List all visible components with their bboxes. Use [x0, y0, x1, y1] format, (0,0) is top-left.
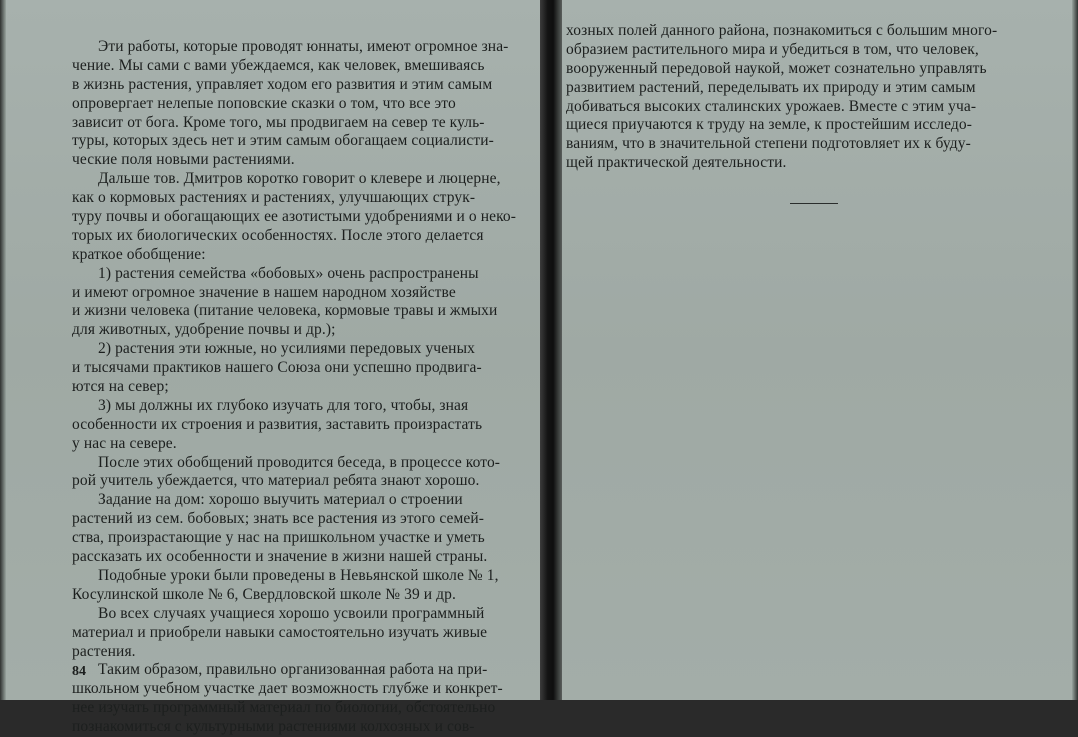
text-line: образием растительного мира и убедиться в том, что человек,	[566, 40, 979, 58]
text-line: После этих обобщений проводится беседа, в процессе кото-	[98, 453, 501, 471]
text-line: туру почвы и обогащающих ее азотистыми удобрениями и о неко-	[72, 208, 517, 226]
text-line: 1) растения семейства «бобовых» очень распространены	[98, 264, 479, 282]
text-line: и жизни человека (питание человека, кормовые травы и жмыхи	[72, 302, 498, 320]
text-line: рой учитель убеждается, что материал ребята знают хорошо.	[72, 472, 480, 490]
text-line: чение. Мы сами с вами убеждаемся, как человек, вмешиваясь	[72, 56, 485, 74]
text-line: Косулинской школе № 6, Свердловской школе № 39 и др.	[72, 585, 456, 603]
text-line: особенности их строения и развития, заставить произрастать	[72, 415, 483, 433]
text-line: материал и приобрели навыки самостоятельно изучать живые	[72, 623, 488, 641]
text-line: туры, которых здесь нет и этим самым обогащаем социалисти-	[72, 132, 494, 150]
text-line: растения.	[72, 642, 136, 660]
text-line: школьном учебном участке дает возможность глубже и конкрет-	[72, 680, 503, 698]
book-gutter	[540, 0, 562, 700]
left-page-edge	[0, 0, 6, 700]
text-line: и тысячами практиков нашего Союза они успешно продвига-	[72, 359, 482, 377]
text-line: ческие поля новыми растениями.	[72, 151, 295, 169]
text-line: Дальше тов. Дмитров коротко говорит о клевере и люцерне,	[98, 170, 501, 188]
text-line: Задание на дом: хорошо выучить материал о строении	[98, 491, 463, 509]
text-line: торых их биологических особенностях. После этого делается	[72, 226, 484, 244]
text-line: Подобные уроки были проведены в Невьянской школе № 1,	[98, 566, 499, 584]
text-line: развитием растений, переделывать их природу и этим самым	[566, 78, 976, 96]
text-line: краткое обобщение:	[72, 245, 206, 263]
section-end-rule	[790, 203, 838, 204]
page-number: 84	[72, 664, 86, 679]
text-line: Таким образом, правильно организованная работа на при-	[98, 661, 488, 679]
text-line: в жизнь растения, управляет ходом его развития и этим самым	[72, 75, 493, 93]
text-line: познакомиться с культурными растениями колхозных и сов-	[72, 718, 475, 736]
text-line: вооруженный передовой наукой, может сознательно управлять	[566, 59, 987, 77]
text-line: как о кормовых растениях и растениях, улучшающих струк-	[72, 189, 476, 207]
text-line: щиеся приучаются к труду на земле, к простейшим исследо-	[566, 116, 972, 134]
text-line: хозных полей данного района, познакомиться с большим много-	[566, 22, 998, 39]
text-line: ства, произрастающие у нас на пришкольном участке и уметь	[72, 529, 485, 547]
text-line: опровергает нелепые поповские сказки о том, что все это	[72, 94, 456, 112]
text-line: добиваться высоких сталинских урожаев. Вместе с этим уча-	[566, 97, 977, 115]
left-page-body	[72, 38, 548, 737]
text-line: зависит от бога. Кроме того, мы продвигаем на север те куль-	[72, 113, 485, 131]
text-line: ются на север;	[72, 378, 169, 396]
text-line: и имеют огромное значение в нашем народном хозяйстве	[72, 283, 456, 301]
right-page-edge	[1072, 0, 1078, 700]
text-line: 3) мы должны их глубоко изучать для того, чтобы, зная	[98, 396, 469, 414]
text-line: для животных, удобрение почвы и др.);	[72, 321, 336, 339]
text-line: Эти работы, которые проводят юннаты, имеют огромное зна-	[98, 38, 509, 55]
text-line: 2) растения эти южные, но усилиями передовых ученых	[98, 340, 475, 358]
right-page	[560, 0, 1078, 700]
text-line: растений из сем. бобовых; знать все растения из этого семей-	[72, 510, 485, 528]
text-line: Во всех случаях учащиеся хорошо усвоили программный	[98, 604, 485, 622]
text-line: рассказать их особенности и значение в жизни нашей страны.	[72, 548, 488, 566]
text-line: у нас на севере.	[72, 434, 177, 452]
text-line: щей практической деятельности.	[566, 154, 787, 172]
text-line: нее изучать программный материал по биологии, обстоятельно	[72, 699, 496, 717]
text-line: ваниям, что в значительной степени подготовляет их к буду-	[566, 135, 971, 153]
right-page-body	[566, 22, 1078, 173]
